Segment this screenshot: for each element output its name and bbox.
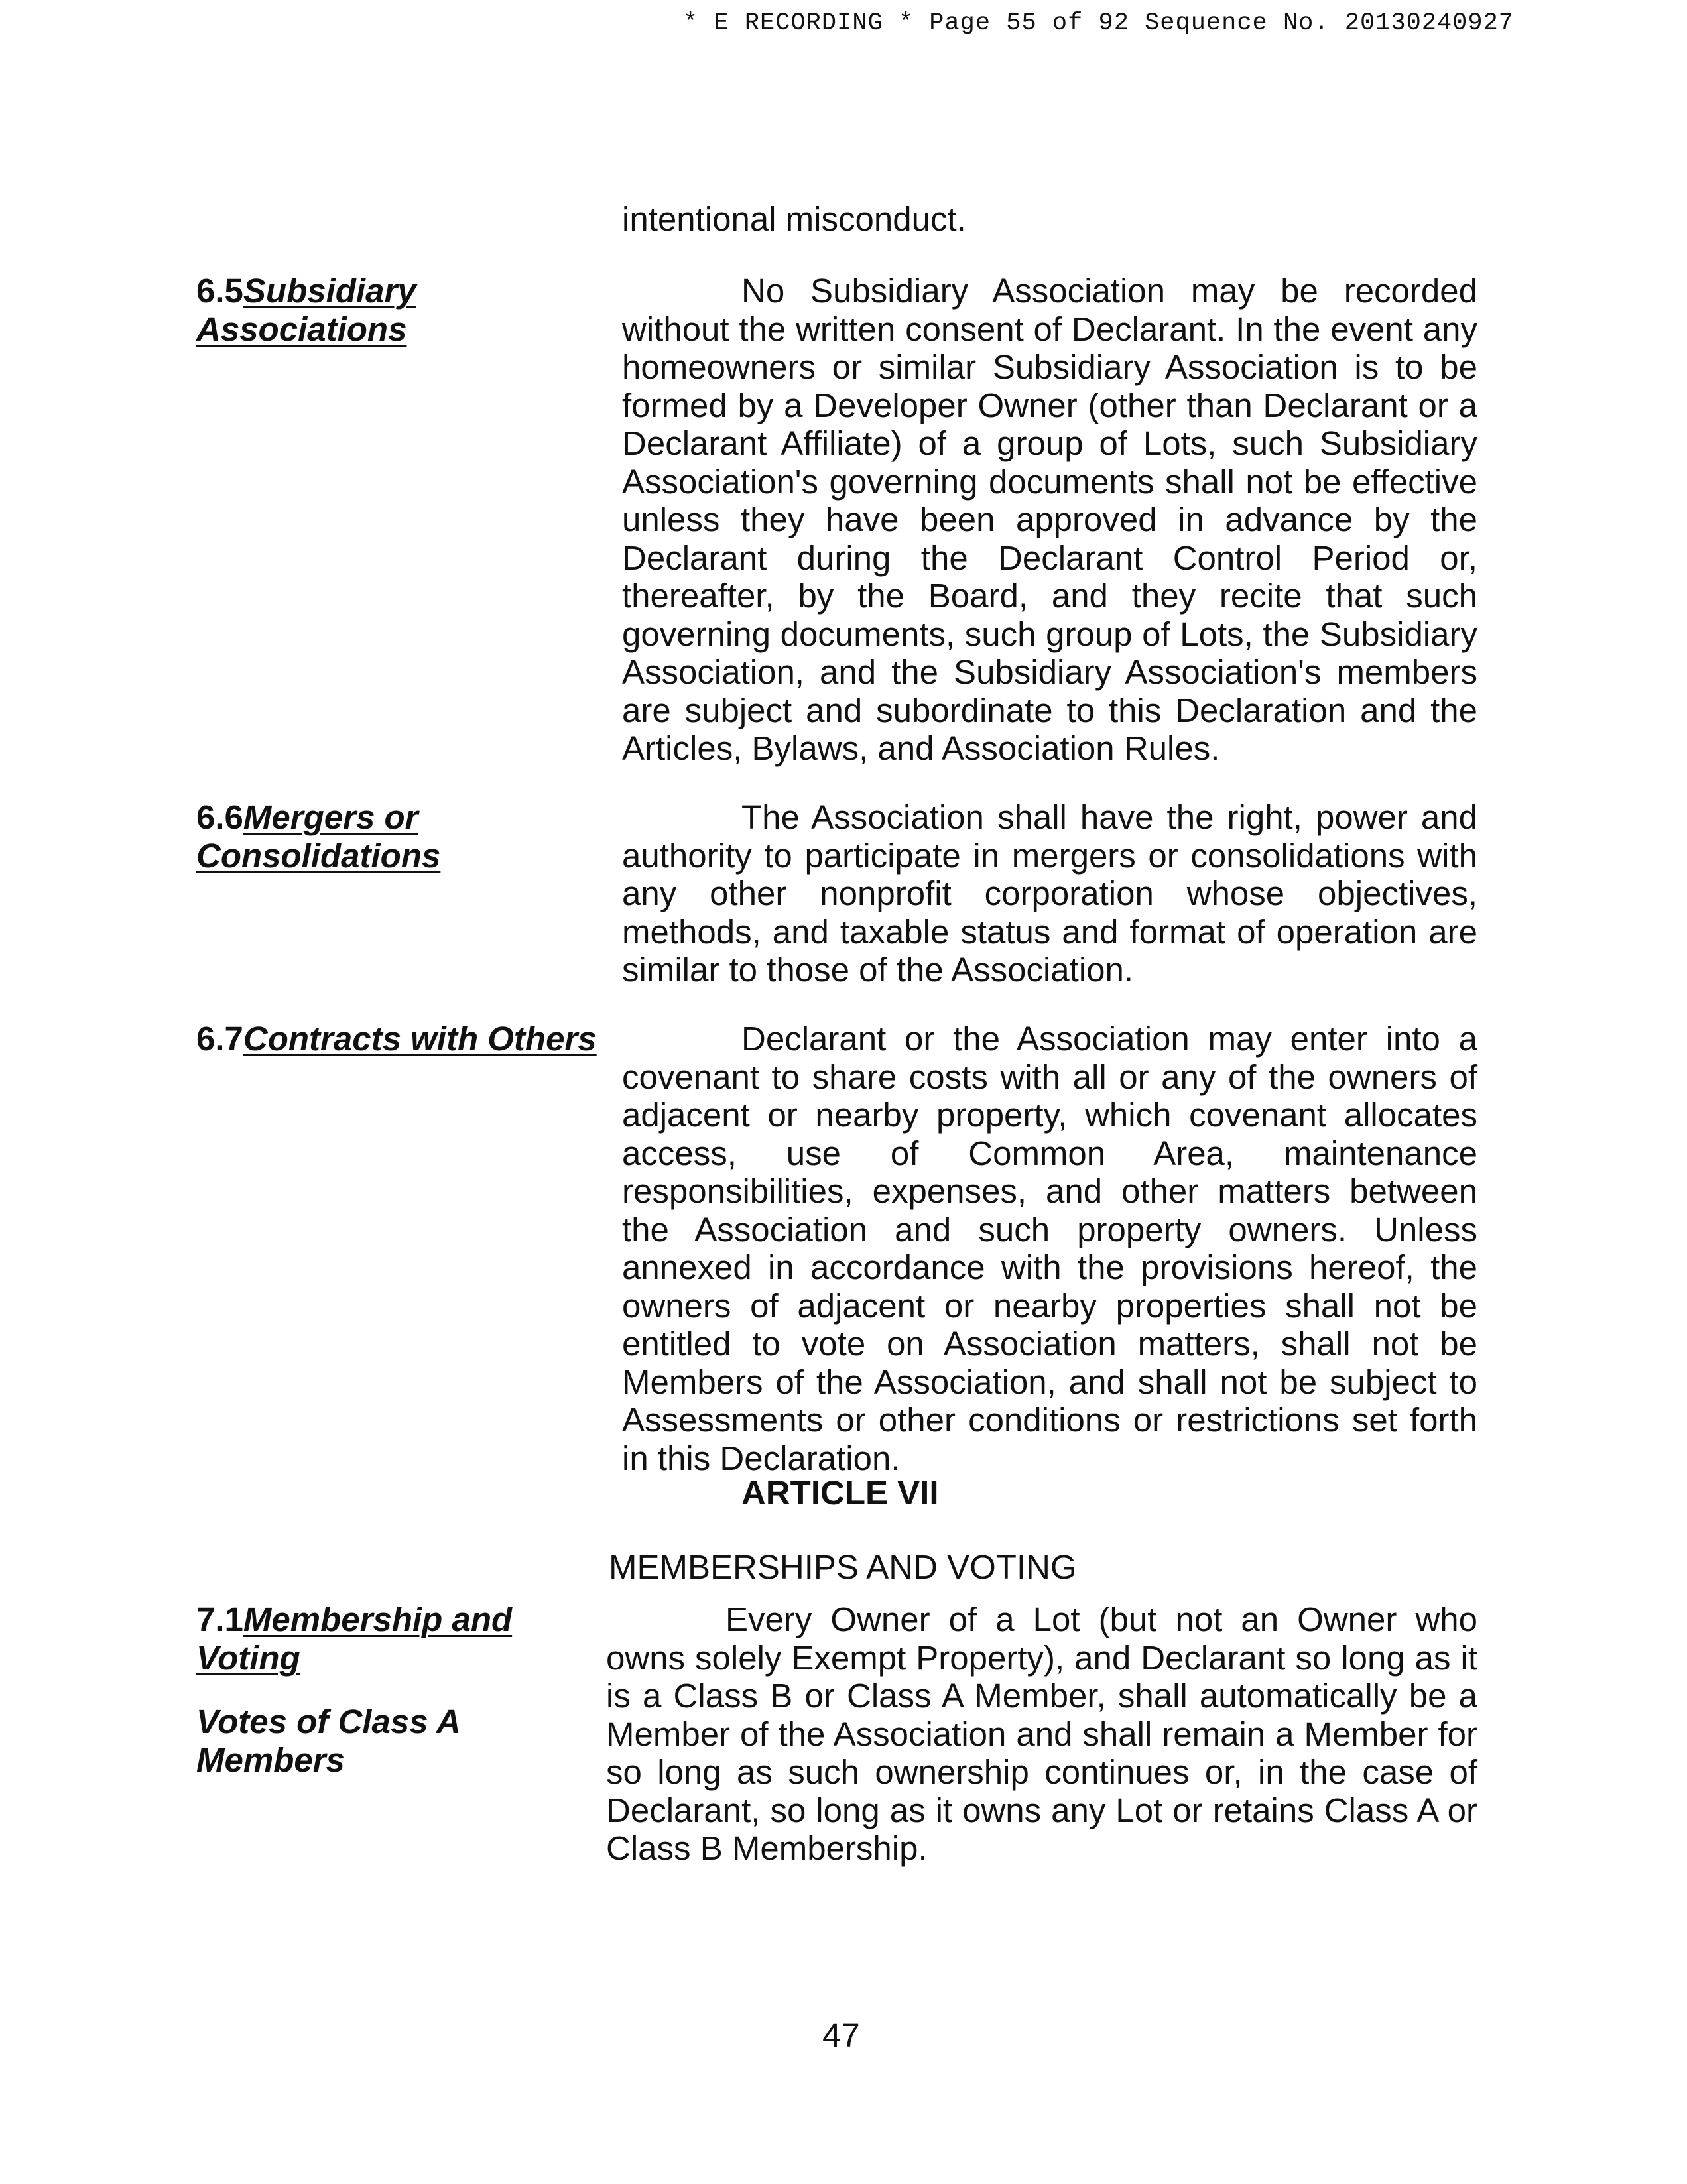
article-title: ARTICLE VII xyxy=(741,1474,939,1512)
page-number: 47 xyxy=(822,2016,860,2054)
section-6-7-body: Declarant or the Association may enter into a covenant to share costs with all or any of the owners of adjacent or nearby property, which covenant allocates access, use of Common Area, maintenance responsibilities, expenses, and other matters between the Association and such property owners. Unless annexed in accordance with the provisions hereof, the owners of adjacent or nearby properties shall not be entitled to vote on Association matters, shall not be Members of the Association, and shall not be subject to Assessments or other conditions or restrictions set forth in this Declaration. xyxy=(622,1020,1477,1477)
continuation-text: intentional misconduct. xyxy=(622,200,966,238)
section-6-5-heading xyxy=(196,272,607,348)
subheading-line2: Members xyxy=(196,1740,345,1779)
section-6-6-body: The Association shall have the right, power and authority to participate in mergers or consolidations with any other nonprofit corporation whose objectives, methods, and taxable status and format of operation are similar to those of the Association. xyxy=(622,798,1477,989)
section-title-line1: Subsidiary xyxy=(243,272,416,310)
section-number: 6.5 xyxy=(196,272,243,310)
section-title-line1: Membership and xyxy=(243,1601,513,1638)
section-7-1-heading xyxy=(196,1601,607,1677)
section-title-line2: Consolidations xyxy=(196,836,441,875)
section-6-5-body: No Subsidiary Association may be recorded without the written consent of Declarant. In the event any homeowners or similar Subsidiary Association is to be formed by a Developer Owner (other than Declarant or a Declarant Affiliate) of a group of Lots, such Subsidiary Association's governing documents shall not be effective unless they have been approved in advance by the Declarant during the Declarant Control Period or, thereafter, by the Board, and they recite that such governing documents, such group of Lots, the Subsidiary Association, and the Subsidiary Association's members are subject and subordinate to this Declaration and the Articles, Bylaws, and Association Rules. xyxy=(622,272,1477,767)
section-number: 7.1 xyxy=(196,1601,243,1638)
recording-header: * E RECORDING * Page 55 of 92 Sequence No. 20130240927 xyxy=(683,9,1514,37)
section-title-line1: Mergers or xyxy=(243,798,418,836)
section-title-line2: Voting xyxy=(196,1638,300,1677)
article-subtitle: MEMBERSHIPS AND VOTING xyxy=(609,1548,1077,1586)
section-number: 6.6 xyxy=(196,798,243,836)
section-number: 6.7 xyxy=(196,1020,243,1058)
section-7-1-body: Every Owner of a Lot (but not an Owner who owns solely Exempt Property), and Declarant so long as it is a Class B or Class A Member, shall automatically be a Member of the Association and shall remain a Member for so long as such ownership continues or, in the case of Declarant, so long as it owns any Lot or retains Class A or Class B Membership. xyxy=(606,1601,1477,1867)
subheading-line1: Votes of Class A xyxy=(196,1703,461,1740)
section-6-7-heading xyxy=(196,1020,607,1058)
section-7-1-subheading xyxy=(196,1703,607,1779)
section-6-6-heading xyxy=(196,798,607,875)
section-title-line1: Contracts with Others xyxy=(243,1020,597,1058)
section-title-line2: Associations xyxy=(196,310,407,348)
